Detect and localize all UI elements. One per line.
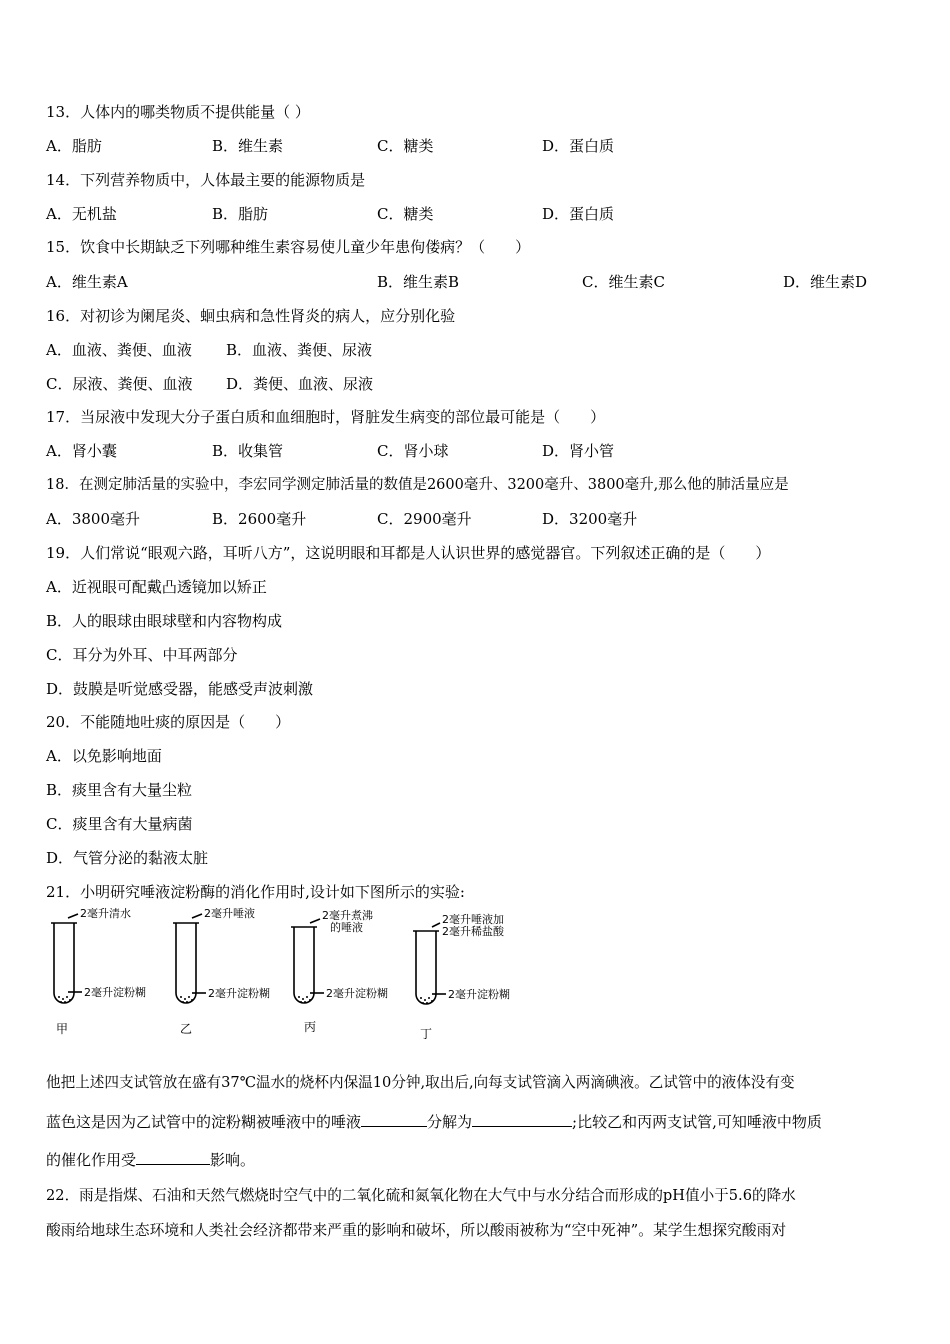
q18-options — [46, 509, 910, 529]
q18-option-a: A．3800毫升 — [46, 510, 141, 528]
q15-stem: 15．饮食中长期缺乏下列哪种维生素容易使儿童少年患佝偻病？（ ） — [46, 238, 531, 256]
q19-option-b: B．人的眼球由眼球壁和内容物构成 — [46, 612, 283, 630]
q13-stem: 13．人体内的哪类物质不提供能量（ ） — [46, 103, 310, 121]
tube-jia-top-label: 2毫升清水 — [80, 907, 131, 920]
tube-yi-bottom-label: 2毫升淀粉糊 — [208, 987, 270, 1000]
q13-option-a: A．脂肪 — [46, 137, 102, 155]
q21-blank-1[interactable] — [361, 1111, 427, 1127]
q15-options — [46, 272, 910, 292]
q14-option-b: B．脂肪 — [212, 205, 269, 223]
q21-line2-part-b: 分解为 — [427, 1113, 473, 1131]
tube-jia — [51, 923, 77, 1003]
q18-option-c: C．2900毫升 — [377, 510, 472, 528]
tube-ding-name: 丁 — [420, 1027, 433, 1041]
q17-stem: 17．当尿液中发现大分子蛋白质和血细胞时，肾脏发生病变的部位最可能是（ ） — [46, 408, 606, 426]
tube-ding-top-label-2: 2毫升稀盐酸 — [442, 925, 504, 938]
q18-stem: 18．在测定肺活量的实验中，李宏同学测定肺活量的数值是2600毫升、3200毫升、3800毫升,那么他的肺活量应是 — [46, 477, 789, 493]
q21-paragraph-line-3 — [46, 1149, 908, 1170]
q21-blank-2[interactable] — [472, 1111, 572, 1127]
q19-stem: 19．人们常说“眼观六路，耳听八方”，这说明眼和耳都是人认识世界的感觉器官。下列叙述正确的是（ ） — [46, 544, 771, 562]
q16-option-a: A．血液、粪便、血液 — [46, 341, 192, 359]
tube-ding-bottom-label: 2毫升淀粉糊 — [448, 988, 510, 1001]
tube-bing-name: 丙 — [304, 1020, 317, 1034]
q16-option-c: C．尿液、粪便、血液 — [46, 375, 193, 393]
q21-paragraph-line-1: 他把上述四支试管放在盛有37℃温水的烧杯内保温10分钟,取出后,向每支试管滴入两滴碘液。乙试管中的液体没有变 — [46, 1074, 795, 1091]
q20-option-b: B．痰里含有大量尘粒 — [46, 781, 193, 799]
q13-option-c: C．糖类 — [377, 137, 434, 155]
q19-option-a: A．近视眼可配戴凸透镜加以矫正 — [46, 578, 267, 596]
test-tube-diagram — [46, 905, 526, 1045]
q21-stem: 21．小明研究唾液淀粉酶的消化作用时,设计如下图所示的实验: — [46, 883, 465, 901]
q13-option-d: D．蛋白质 — [542, 137, 615, 155]
q17-option-a: A．肾小囊 — [46, 442, 117, 460]
q14-option-d: D．蛋白质 — [542, 205, 615, 223]
q20-option-d: D．气管分泌的黏液太脏 — [46, 849, 209, 867]
q16-options-row2 — [46, 374, 910, 394]
q15-option-d: D．维生素D — [783, 273, 868, 291]
tube-bing-top-label-2: 的唾液 — [330, 921, 363, 934]
q15-option-c: C．维生素C — [582, 273, 665, 291]
tube-yi-top-label: 2毫升唾液 — [204, 907, 255, 920]
tube-jia-name: 甲 — [56, 1022, 69, 1036]
tube-yi-name: 乙 — [180, 1022, 193, 1036]
q18-option-d: D．3200毫升 — [542, 510, 638, 528]
tube-bing — [291, 927, 317, 1003]
q22-line-2: 酸雨给地球生态环境和人类社会经济都带来严重的影响和破坏，所以酸雨被称为“空中死神”。某学生想探究酸雨对 — [46, 1222, 787, 1239]
q15-option-a: A．维生素A — [46, 273, 128, 291]
q17-options — [46, 441, 910, 461]
q21-line3-part-a: 的催化作用受 — [46, 1151, 137, 1169]
q14-options — [46, 204, 910, 224]
q13-options — [46, 136, 910, 156]
q21-line2-part-c: ;比较乙和丙两支试管,可知唾液中物质 — [572, 1113, 822, 1131]
q18-option-b: B．2600毫升 — [212, 510, 307, 528]
tube-ding — [413, 931, 439, 1004]
q13-option-b: B．维生素 — [212, 137, 284, 155]
q15-option-b: B．维生素B — [377, 273, 460, 291]
tube-bing-bottom-label: 2毫升淀粉糊 — [326, 987, 388, 1000]
q14-stem: 14．下列营养物质中，人体最主要的能源物质是 — [46, 171, 366, 189]
q17-option-c: C．肾小球 — [377, 442, 449, 460]
q14-option-a: A．无机盐 — [46, 205, 117, 223]
q22-line-1: 22．雨是指煤、石油和天然气燃烧时空气中的二氧化硫和氮氧化物在大气中与水分结合而形成的pH值小于5.6的降水 — [46, 1187, 796, 1204]
q14-option-c: C．糖类 — [377, 205, 434, 223]
q16-options-row1 — [46, 340, 910, 360]
q17-option-d: D．肾小管 — [542, 442, 615, 460]
q21-paragraph-line-2 — [46, 1111, 908, 1132]
q17-option-b: B．收集管 — [212, 442, 284, 460]
tube-yi — [173, 923, 199, 1003]
q21-blank-3[interactable] — [136, 1149, 210, 1165]
q20-stem: 20．不能随地吐痰的原因是（ ） — [46, 713, 291, 731]
q19-option-d: D．鼓膜是听觉感受器，能感受声波刺激 — [46, 680, 314, 698]
tube-bing-top-label-1: 2毫升煮沸 — [322, 909, 373, 922]
q21-line2-part-a: 蓝色这是因为乙试管中的淀粉糊被唾液中的唾液 — [46, 1113, 362, 1131]
q20-option-c: C．痰里含有大量病菌 — [46, 815, 193, 833]
q21-line3-part-b: 影响。 — [210, 1151, 256, 1169]
tube-ding-top-label-1: 2毫升唾液加 — [442, 913, 504, 926]
q19-option-c: C．耳分为外耳、中耳两部分 — [46, 646, 238, 664]
q20-option-a: A．以免影响地面 — [46, 747, 162, 765]
q16-option-b: B．血液、粪便、尿液 — [226, 341, 373, 359]
test-tube-figure — [46, 905, 526, 1045]
q16-option-d: D．粪便、血液、尿液 — [226, 375, 374, 393]
q16-stem: 16．对初诊为阑尾炎、蛔虫病和急性肾炎的病人，应分别化验 — [46, 307, 456, 325]
tube-jia-bottom-label: 2毫升淀粉糊 — [84, 986, 146, 999]
